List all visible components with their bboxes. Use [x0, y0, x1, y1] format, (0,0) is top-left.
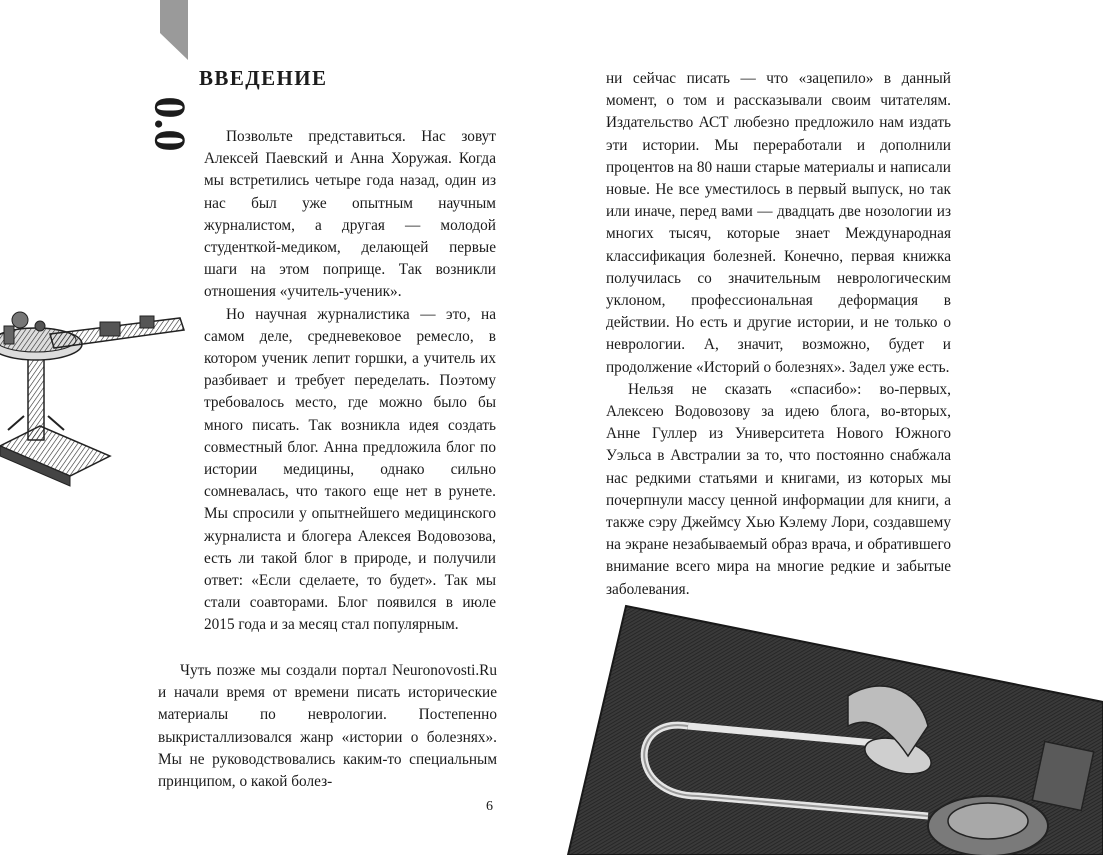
- microscope-engraving-illustration: [0, 296, 192, 492]
- paragraph-journalism: Но научная журналистика — это, на самом деле, средневековое ремесло, в котором ученик лепит горшки, а учитель их разбивает и требует переделать. Поэтому требовалось место, где можно было бы много писать. Так возникла идея создать совместный блог. Анна предложила блог по истории медицины, однако сильно сомневалась, что такого еще нет в рунете. Мы спросили у опытнейшего медицинского журналиста и блогера Алексея Водовозова, есть ли такой блог в природе, и получили ответ: «Если сделаете, то будет». Так мы стали соавторами. Блог появился в июле 2015 года и за месяц стал популярным.: [204, 305, 496, 634]
- paragraph-continuation: ни сейчас писать — что «зацепило» в данный момент, о том и рассказывали своим читателям. Издательство АСТ любезно предложило нам издать эти истории. Мы переработали и дополнили процентов на 80 наши старые материалы и написали новые. Не все уместилось в первый выпуск, но так или иначе, перед вами — двадцать две нозологии из многих тысяч, которые знает Международная классификация болезней. Конечно, первая книжка получилась со значительным неврологическим уклоном, профессиональная деформация в действии. Но есть и другие истории, и не только о неврологии. А, значит, возможно, будет и продолжение «Историй о болезнях». Задел уже есть.: [606, 70, 951, 376]
- chapter-title: ВВЕДЕНИЕ: [199, 66, 328, 90]
- chapter-number-text: 0.0: [145, 96, 195, 152]
- left-column-top: [204, 126, 496, 637]
- chapter-number: [145, 86, 195, 162]
- chapter-tab-marker: [160, 0, 188, 60]
- paragraph-neuronovosti: Чуть позже мы создали портал Neuronovosti.Ru и начали время от времени писать исторические материалы по неврологии. Постепенно выкристаллизовался жанр «истории о болезнях». Мы не руководствовались каким-то специальным принципом, о какой болез-: [158, 662, 497, 791]
- page-number: 6: [486, 799, 493, 814]
- right-column: [606, 68, 951, 601]
- paragraph-thanks: Нельзя не сказать «спасибо»: во-первых, Алексею Водовозову за идею блога, во-вторых, Анне Гуллер из Университета Нового Южного Уэльса в Австралии за то, что постоянно снабжала нас редкими статьями и книгами, из которых мы почерпнули массу ценной информации для книги, а также сэру Джеймсу Хью Кэлему Лори, создавшему на экране незабываемый образ врача, и обратившего внимание всего мира на многие редкие и забытые заболевания.: [606, 380, 951, 598]
- medical-instrument-engraving-illustration: [568, 606, 1103, 855]
- left-column-bottom: [158, 660, 497, 793]
- paragraph-intro: Позвольте представиться. Нас зовут Алексей Паевский и Анна Хоружая. Когда мы встретились четыре года назад, один из нас был уже опытным научным журналистом, а другая — молодой студенткой-медиком, делающей первые шаги на этом поприще. Так возникли отношения «учитель-ученик».: [204, 128, 496, 301]
